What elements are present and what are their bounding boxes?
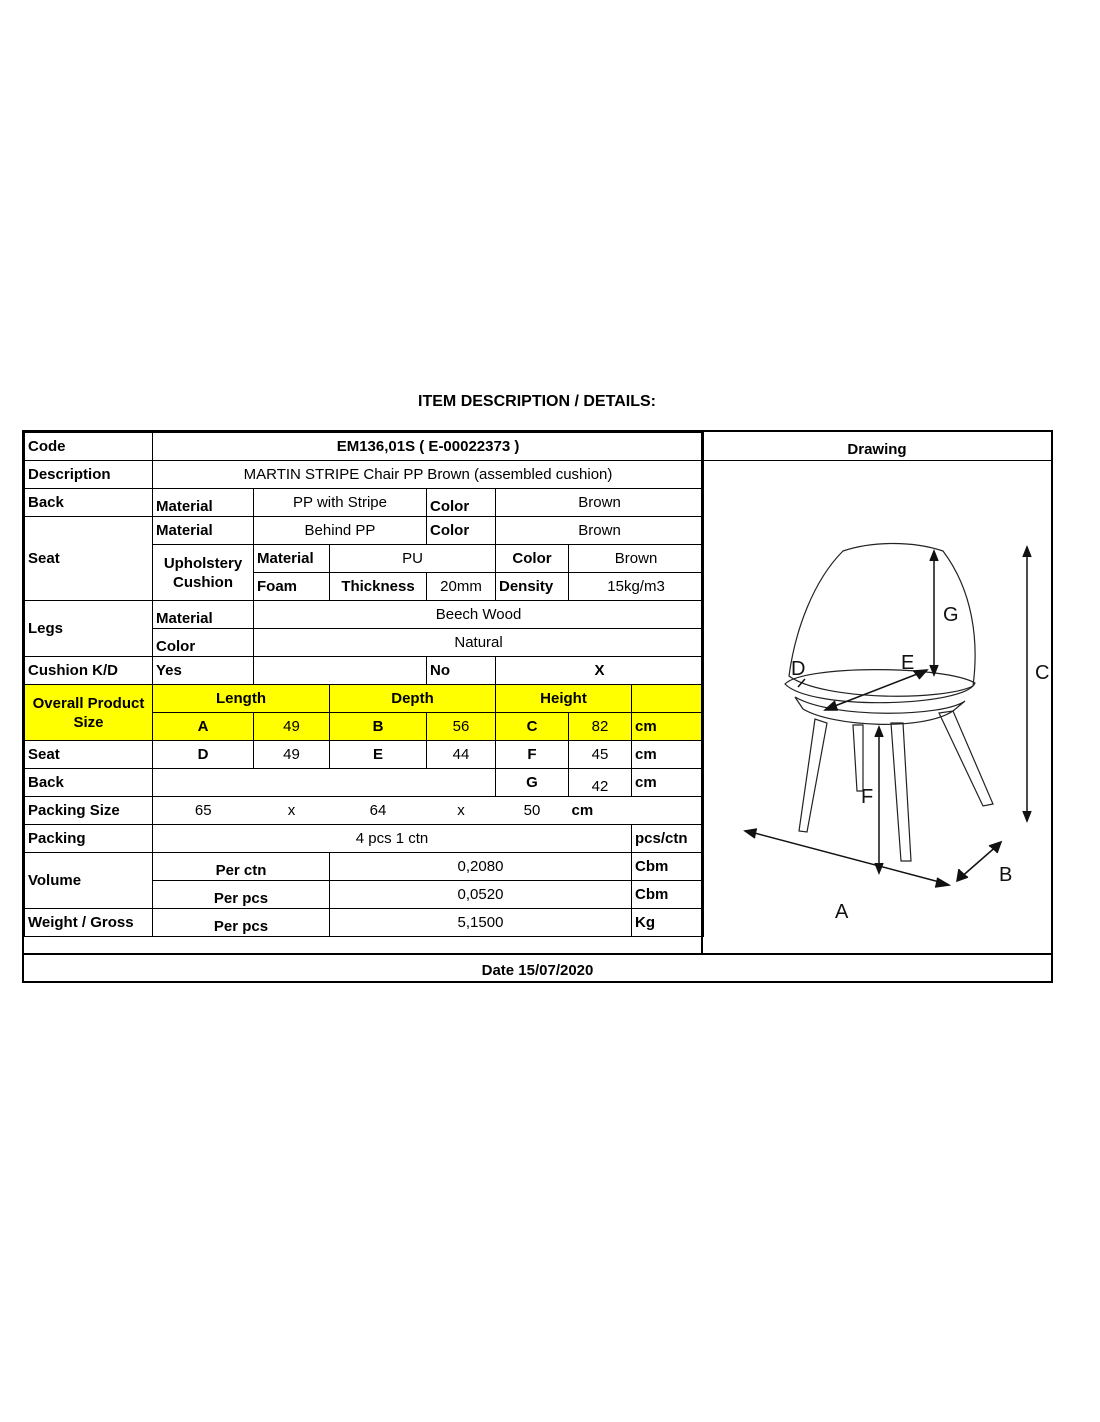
description-value: MARTIN STRIPE Chair PP Brown (assembled cushion) [153, 461, 704, 489]
packing-size-unit: cm [569, 797, 632, 825]
row-legs-material [25, 601, 704, 629]
row-overall-header [25, 685, 704, 713]
dim-f-arrow [875, 727, 883, 873]
uph-material-value: PU [330, 545, 496, 573]
seat-color-value: Brown [496, 517, 704, 545]
depth-header: Depth [330, 685, 496, 713]
length-header: Length [153, 685, 330, 713]
drawing-label-c: C [1035, 662, 1050, 684]
density-value: 15kg/m3 [569, 573, 704, 601]
volume-per-pcs-label: Per pcs [153, 881, 330, 909]
back-color-label: Color [427, 489, 496, 517]
legs-material-value: Beech Wood [254, 601, 704, 629]
back-label: Back [25, 489, 153, 517]
upholstery-label: Upholstery [163, 554, 243, 572]
code-label: Code [25, 433, 153, 461]
drawing-label-f: F [861, 786, 874, 808]
dim-b-label: B [330, 713, 427, 741]
row-seat-dims [25, 741, 704, 769]
date-row: Date 15/07/2020 [24, 953, 1051, 983]
page-heading: ITEM DESCRIPTION / DETAILS: [418, 393, 656, 410]
overall-size-label-line1: Overall Product [32, 694, 145, 712]
row-packing [25, 825, 704, 853]
dim-d-label: D [153, 741, 254, 769]
legs-label: Legs [25, 601, 153, 657]
drawing-panel [701, 432, 1051, 953]
code-value: EM136,01S ( E-00022373 ) [153, 433, 704, 461]
back-dims-label: Back [25, 769, 153, 797]
weight-per-pcs-label: Per pcs [153, 909, 330, 937]
dim-f-value: 45 [569, 741, 632, 769]
packing-unit: pcs/ctn [632, 825, 704, 853]
weight-value: 5,1500 [330, 909, 632, 937]
row-weight [25, 909, 704, 937]
volume-per-pcs-unit: Cbm [632, 881, 704, 909]
dim-a-value: 49 [254, 713, 330, 741]
row-cushion-kd [25, 657, 704, 685]
spec-sheet [22, 430, 1053, 983]
uph-color-label: Color [496, 545, 569, 573]
upholstery-cushion-label [153, 545, 254, 601]
seat-label: Seat [25, 517, 153, 601]
legs-color-label: Color [153, 629, 254, 657]
dim-e-label: E [330, 741, 427, 769]
chair-leg-back-left [853, 725, 863, 791]
weight-label: Weight / Gross [25, 909, 153, 937]
drawing-label-g: G [943, 604, 959, 626]
row-volume-ctn [25, 853, 704, 881]
packing-size-label: Packing Size [25, 797, 153, 825]
packing-value: 4 pcs 1 ctn [153, 825, 632, 853]
height-header: Height [496, 685, 632, 713]
volume-per-ctn-value: 0,2080 [330, 853, 632, 881]
seat-dims-label: Seat [25, 741, 153, 769]
row-packing-size [25, 797, 704, 825]
seat-material-value: Behind PP [254, 517, 427, 545]
chair-leg-front-left [799, 719, 827, 832]
back-color-value: Brown [496, 489, 704, 517]
dim-d-value: 49 [254, 741, 330, 769]
uph-material-label: Material [254, 545, 330, 573]
chair-seat-cushion [785, 670, 975, 703]
packing-size-length: 65 [153, 797, 254, 825]
dim-g-arrow [930, 551, 938, 675]
volume-per-ctn-label: Per ctn [153, 853, 330, 881]
thickness-value: 20mm [427, 573, 496, 601]
legs-material-label: Material [153, 601, 254, 629]
packing-size-x1: x [254, 797, 330, 825]
drawing-label-e: E [901, 652, 915, 674]
row-back-dims [25, 769, 704, 797]
drawing-title: Drawing [703, 432, 1051, 461]
foam-label: Foam [254, 573, 330, 601]
dim-b-arrow [957, 842, 1001, 881]
cushion-kd-yes-cell [254, 657, 427, 685]
thickness-label: Thickness [330, 573, 427, 601]
packing-label: Packing [25, 825, 153, 853]
density-label: Density [496, 573, 569, 601]
dim-g-label: G [496, 769, 569, 797]
spec-table [24, 432, 704, 937]
dim-c-value: 82 [569, 713, 632, 741]
uph-color-value: Brown [569, 545, 704, 573]
packing-size-x2: x [427, 797, 496, 825]
volume-label: Volume [25, 853, 153, 909]
chair-leg-back-right [939, 711, 993, 806]
cushion-label: Cushion [173, 573, 233, 591]
seat-dims-unit: cm [632, 741, 704, 769]
packing-size-empty [632, 797, 704, 825]
overall-size-label-line2: Size [73, 713, 104, 731]
dim-de-arrow [798, 670, 927, 710]
weight-unit: Kg [632, 909, 704, 937]
seat-color-label: Color [427, 517, 496, 545]
legs-color-value: Natural [254, 629, 704, 657]
drawing-label-a: A [835, 901, 849, 923]
back-dims-empty [153, 769, 496, 797]
seat-material-label: Material [153, 517, 254, 545]
overall-unit: cm [632, 713, 704, 741]
volume-per-pcs-value: 0,0520 [330, 881, 632, 909]
dim-a-arrow [745, 829, 949, 887]
chair-leg-front-right [891, 723, 911, 861]
dim-e-value: 44 [427, 741, 496, 769]
cushion-kd-no: No [427, 657, 496, 685]
cushion-kd-mark: X [496, 657, 704, 685]
packing-size-width: 64 [330, 797, 427, 825]
dim-c-arrow [1023, 547, 1031, 821]
cushion-kd-label: Cushion K/D [25, 657, 153, 685]
dim-f-label: F [496, 741, 569, 769]
back-material-value: PP with Stripe [254, 489, 427, 517]
dim-b-value: 56 [427, 713, 496, 741]
packing-size-height: 50 [496, 797, 569, 825]
dim-a-label: A [153, 713, 254, 741]
back-material-label: Material [153, 489, 254, 517]
row-back [25, 489, 704, 517]
cushion-kd-yes: Yes [153, 657, 254, 685]
row-description [25, 461, 704, 489]
chair-drawing [703, 461, 1051, 951]
overall-unit-header [632, 685, 704, 713]
drawing-label-b: B [999, 864, 1013, 886]
back-dims-unit: cm [632, 769, 704, 797]
dim-c-label: C [496, 713, 569, 741]
drawing-label-d: D [791, 658, 806, 680]
volume-per-ctn-unit: Cbm [632, 853, 704, 881]
row-code [25, 433, 704, 461]
row-seat-material [25, 517, 704, 545]
overall-size-label [25, 685, 153, 741]
description-label: Description [25, 461, 153, 489]
dim-g-value: 42 [569, 769, 632, 797]
